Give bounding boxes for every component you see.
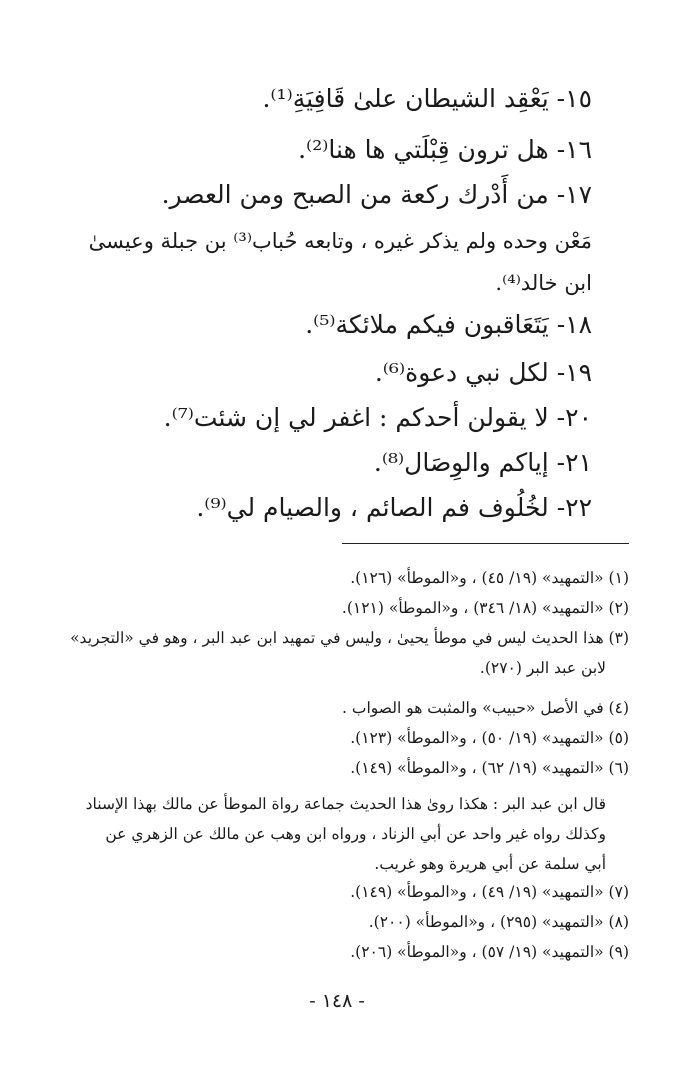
- hadith-17: ١٧- من أَدْرك ركعة من الصبح ومن العصر.: [161, 180, 592, 209]
- footnote-divider: [342, 543, 629, 544]
- hadith-22: ٢٢- لخُلُوف فم الصائم ، والصيام لي⁽⁹⁾.: [196, 493, 592, 522]
- hadith-18: ١٨- يَتَعَاقبون فيكم ملائكة⁽⁵⁾.: [305, 310, 592, 339]
- footnote-6-comment-line-3: أبي سلمة عن أبي هريرة وهو غريب.: [374, 855, 606, 873]
- note-17-line-1: مَعْن وحده ولم يذكر غيره ، وتابعه حُباب⁽³⁾ بن جبلة وعيسىٰ: [88, 229, 592, 253]
- footnote-8: (٨) «التمهيد» (٢٩٥) ، و«الموطأ» (٢٠٠).: [368, 913, 629, 931]
- footnote-6-comment-line-1: قال ابن عبد البر : هكذا روىٰ هذا الحديث جماعة رواة الموطأ عن مالك بهذا الإسناد: [85, 795, 606, 813]
- footnote-4: (٤) في الأصل «حبيب» والمثبت هو الصواب .: [342, 699, 629, 717]
- footnote-3-line-2: لابن عبد البر (٢٧٠).: [479, 659, 606, 677]
- hadith-20: ٢٠- لا يقولن أحدكم : اغفر لي إن شئت⁽⁷⁾.: [163, 403, 592, 432]
- page-number: - ١٤٨ -: [309, 990, 365, 1012]
- hadith-19: ١٩- لكل نبي دعوة⁽⁶⁾.: [374, 358, 592, 387]
- footnote-9: (٩) «التمهيد» (١٩/ ٥٧) ، و«الموطأ» (٢٠٦).: [350, 943, 629, 961]
- hadith-15: ١٥- يَعْقِد الشيطان علىٰ قَافِيَةِ⁽¹⁾.: [262, 84, 592, 113]
- footnote-6-comment-line-2: وكذلك رواه غير واحد عن أبي الزناد ، ورواه ابن وهب عن مالك عن الزهري عن: [105, 825, 606, 843]
- hadith-16: ١٦- هل ترون قِبْلَتي ها هنا⁽²⁾.: [298, 135, 592, 164]
- footnote-3-line-1: (٣) هذا الحديث ليس في موطأ يحيىٰ ، وليس في تمهيد ابن عبد البر ، وهو في «التجريد»: [70, 629, 629, 647]
- note-17-line-2: ابن خالد⁽⁴⁾.: [495, 271, 592, 295]
- footnote-2: (٢) «التمهيد» (١٨/ ٣٤٦) ، و«الموطأ» (١٢١).: [341, 599, 629, 617]
- hadith-21: ٢١- إياكم والوِصَال⁽⁸⁾.: [373, 448, 592, 477]
- footnote-6: (٦) «التمهيد» (١٩/ ٦٢) ، و«الموطأ» (١٤٩).: [350, 759, 629, 777]
- footnote-5: (٥) «التمهيد» (١٩/ ٥٠) ، و«الموطأ» (١٢٣).: [350, 729, 629, 747]
- footnote-7: (٧) «التمهيد» (١٩/ ٤٩) ، و«الموطأ» (١٤٩).: [350, 883, 629, 901]
- footnote-1: (١) «التمهيد» (١٩/ ٤٥) ، و«الموطأ» (١٢٦).: [350, 569, 629, 587]
